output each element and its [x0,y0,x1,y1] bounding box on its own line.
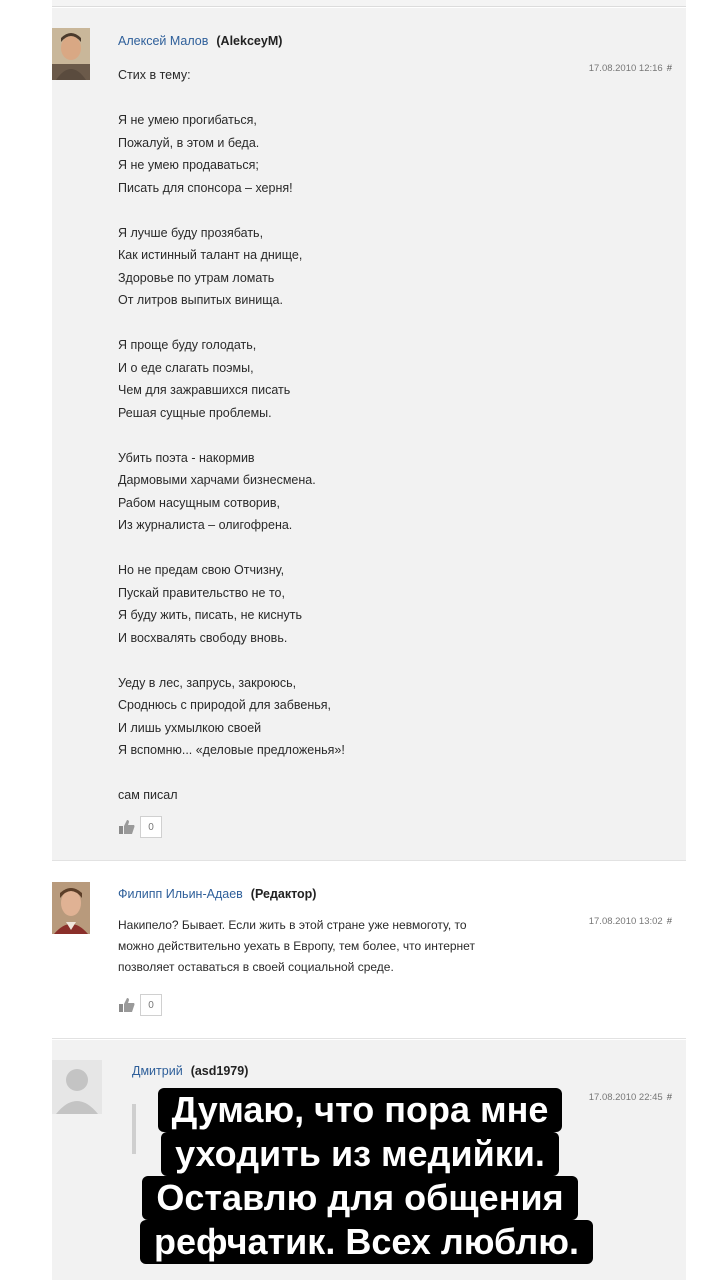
poem-line: Дармовыми харчами бизнесмена. [118,473,316,487]
poem-line: Из журналиста – олигофрена. [118,518,293,532]
comment [52,8,686,861]
like-count: 0 [140,816,162,838]
comment-outro: сам писал [118,788,178,802]
poem-stanza [118,334,345,424]
author-nick: (asd1979) [190,1064,249,1078]
comment-meta [589,1092,672,1103]
poem-line: И лишь ухмылкою своей [118,720,262,735]
comment [52,862,686,1039]
like-widget [118,816,162,838]
comment-intro: Стих в тему: [118,68,191,82]
author-nick: (Редактор) [250,887,317,901]
poem-line: Но не предам свою Отчизну, [118,563,285,577]
permalink-link[interactable]: # [666,916,672,927]
author-name-link[interactable]: Алексей Малов [118,34,209,48]
previous-comment-edge [52,0,686,7]
author-line [132,1064,248,1078]
poem-line: Убить поэта - накормив [118,450,255,465]
poem-line: Я не умею продаваться; [118,158,259,172]
author-name-link[interactable]: Дмитрий [132,1064,183,1078]
avatar[interactable] [52,28,90,80]
poem-line: Рабом насущным сотворив, [118,495,280,510]
poem-line: Я буду жить, писать, не киснуть [118,608,303,622]
poem-line: И восхвалять свободу вновь. [118,630,288,645]
author-line [118,887,316,901]
comment-date: 17.08.2010 12:16 [588,63,663,74]
like-widget [118,994,162,1016]
caption-line: Думаю, что пора мне [158,1088,563,1132]
poem-line: Как истинный талант на днище, [118,248,303,262]
poem-stanza [118,222,345,312]
poem-stanza [118,672,345,762]
poem-stanza [118,109,345,199]
poem-line: Уеду в лес, запрусь, закроюсь, [118,675,297,690]
comment-line: позволяет оставаться в своей социальной среде. [118,960,394,974]
poem-line: Сроднюсь с природой для забвенья, [118,698,332,712]
poem-line: Я лучше буду прозябать, [118,225,264,240]
comment-body [118,915,475,978]
comment-line: Накипело? Бывает. Если жить в этой стране уже невмоготу, то [118,918,467,932]
permalink-link[interactable]: # [666,1092,672,1103]
caption-line: Оставлю для общения [142,1176,577,1220]
poem-line: Пожалуй, в этом и беда. [118,135,260,150]
poem-line: Пускай правительство не то, [118,585,285,600]
thumbs-up-icon[interactable] [118,819,136,835]
permalink-link[interactable]: # [666,63,672,74]
caption-line: уходить из медийки. [161,1132,559,1176]
user-silhouette-icon[interactable] [52,1060,102,1114]
comment-meta [589,916,672,927]
poem-line: Чем для зажравшихся писать [118,383,291,397]
author-name-link[interactable]: Филипп Ильин-Адаев [118,887,243,901]
poem-line: От литров выпитых винища. [118,293,283,307]
quote-bar [132,1104,136,1154]
comment-body [118,64,345,829]
poem-line: Писать для спонсора – херня! [118,180,293,195]
poem-line: Здоровье по утрам ломать [118,270,275,285]
like-count: 0 [140,994,162,1016]
poem-line: Решая сущные проблемы. [118,405,272,420]
author-nick: (AlekceyM) [216,34,283,48]
comment-date: 17.08.2010 13:02 [588,916,663,927]
comment-date: 17.08.2010 22:45 [588,1092,663,1103]
caption-line: рефчатик. Всех люблю. [140,1220,593,1264]
avatar[interactable] [52,882,90,934]
author-line [118,34,282,48]
thumbs-up-icon[interactable] [118,997,136,1013]
poem-line: Я не умею прогибаться, [118,113,257,127]
poem-stanza [118,447,345,537]
caption-overlay [140,1088,580,1264]
poem-line: Я проще буду голодать, [118,338,257,352]
poem-stanza [118,559,345,649]
comment-meta [589,63,672,74]
poem-line: Я вспомню... «деловые предложенья»! [118,743,345,757]
poem-line: И о еде слагать поэмы, [118,360,254,375]
comment-line: можно действительно уехать в Европу, тем более, что интернет [118,939,475,953]
